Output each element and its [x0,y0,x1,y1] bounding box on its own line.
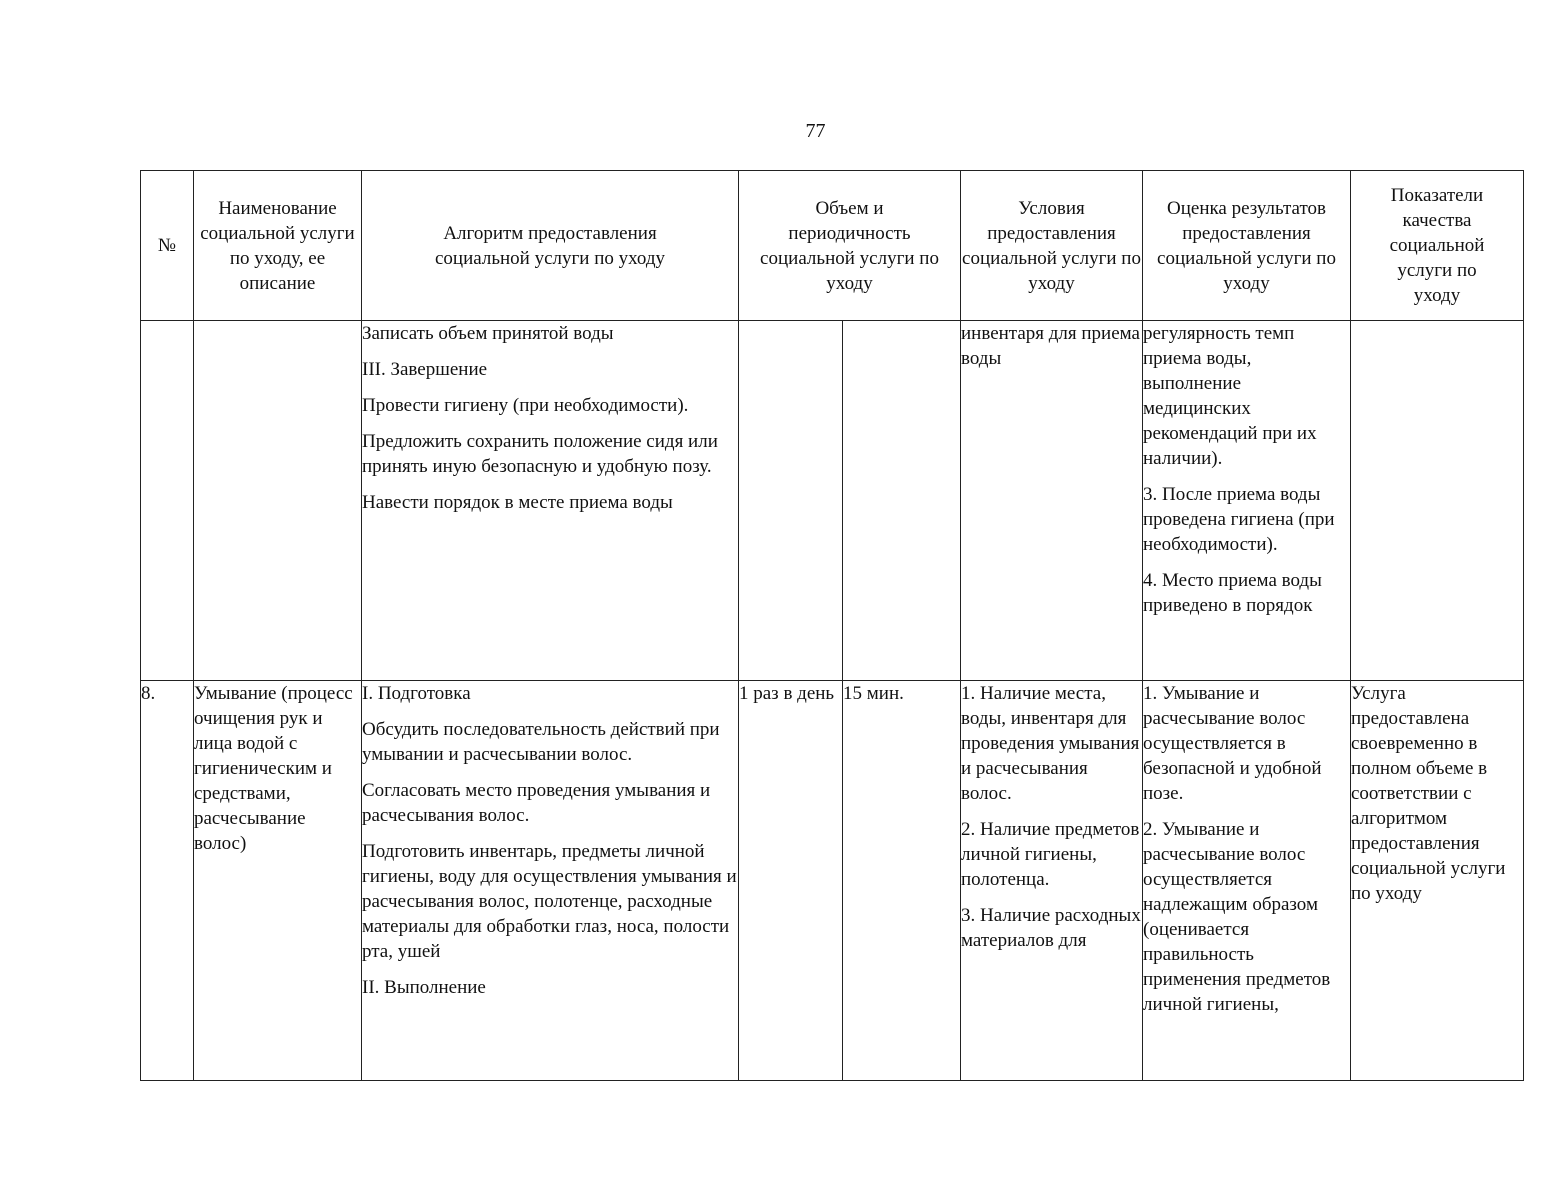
row8-algorithm-cell [362,681,739,1081]
condition-item: 2. Наличие предметов личной гигиены, полотенца. [961,819,1140,890]
algorithm-step: Провести гигиену (при необходимости). [362,395,689,416]
algorithm-step: Записать объем принятой воды [362,323,614,344]
row8-quality: Услуга предоставлена своевременно в полном объеме в соответствии с алгоритмом предоставления социальной услуги по уходу [1351,681,1524,1081]
evaluation-item: 1. Умывание и расчесывание волос осуществляется в безопасной и удобной позе. [1143,683,1322,804]
cont-conditions-cell [961,321,1143,681]
evaluation-item: 2. Умывание и расчесывание волос осуществляется надлежащим образом (оценивается правильность применения предметов личной гигиены, [1143,819,1331,1015]
algorithm-step: Подготовить инвентарь, предметы личной гигиены, воду для осуществления умывания и расчесывания волос, полотенце, расходные материалы для обработки глаз, носа, полости рта, ушей [362,841,737,962]
algorithm-step: III. Завершение [362,359,488,380]
header-name: Наименование социальной услуги по уходу, ее описание [194,171,362,321]
algorithm-step: Согласовать место проведения умывания и расчесывания волос. [362,780,711,826]
algorithm-step: Предложить сохранить положение сидя или принять иную безопасную и удобную позу. [362,431,718,477]
condition-item: 3. Наличие расходных материалов для [961,905,1141,951]
cont-frequency-cell [739,321,843,681]
header-algorithm: Алгоритм предоставления социальной услуги по уходу [362,171,739,321]
cont-name-cell [194,321,362,681]
row8-evaluation-cell [1143,681,1351,1081]
algorithm-step: Обсудить последовательность действий при умывании и расчесывании волос. [362,719,720,765]
cont-quality-cell [1351,321,1524,681]
header-evaluation: Оценка результатов предоставления социальной услуги по уходу [1143,171,1351,321]
header-quality: Показатели качества социальной услуги по уходу [1351,171,1524,321]
services-table [140,170,1524,1081]
row8-num: 8. [141,681,194,1081]
row8-conditions-cell [961,681,1143,1081]
table-header-row [141,171,1524,321]
table-row-8 [141,681,1524,1081]
row8-duration: 15 мин. [843,681,961,1081]
table-row-continued [141,321,1524,681]
cont-duration-cell [843,321,961,681]
algorithm-step: I. Подготовка [362,683,471,704]
cont-num-cell [141,321,194,681]
algorithm-step: II. Выполнение [362,977,486,998]
cont-algorithm-cell [362,321,739,681]
evaluation-item: регулярность темп приема воды, выполнение медицинских рекомендаций при их наличии). [1143,323,1317,469]
page-number: 77 [805,120,826,142]
algorithm-step: Навести порядок в месте приема воды [362,492,673,513]
header-num: № [141,171,194,321]
cont-evaluation-cell [1143,321,1351,681]
row8-name: Умывание (процесс очищения рук и лица водой с гигиеническим и средствами, расчесывание волос) [194,681,362,1081]
header-volume: Объем и периодичность социальной услуги по уходу [739,171,961,321]
evaluation-item: 3. После приема воды проведена гигиена (при необходимости). [1143,484,1335,555]
evaluation-item: 4. Место приема воды приведено в порядок [1143,570,1322,616]
condition-item: инвентаря для приема воды [961,323,1140,369]
header-conditions: Условия предоставления социальной услуги по уходу [961,171,1143,321]
condition-item: 1. Наличие места, воды, инвентаря для проведения умывания и расчесывания волос. [961,683,1140,804]
row8-frequency: 1 раз в день [739,681,843,1081]
